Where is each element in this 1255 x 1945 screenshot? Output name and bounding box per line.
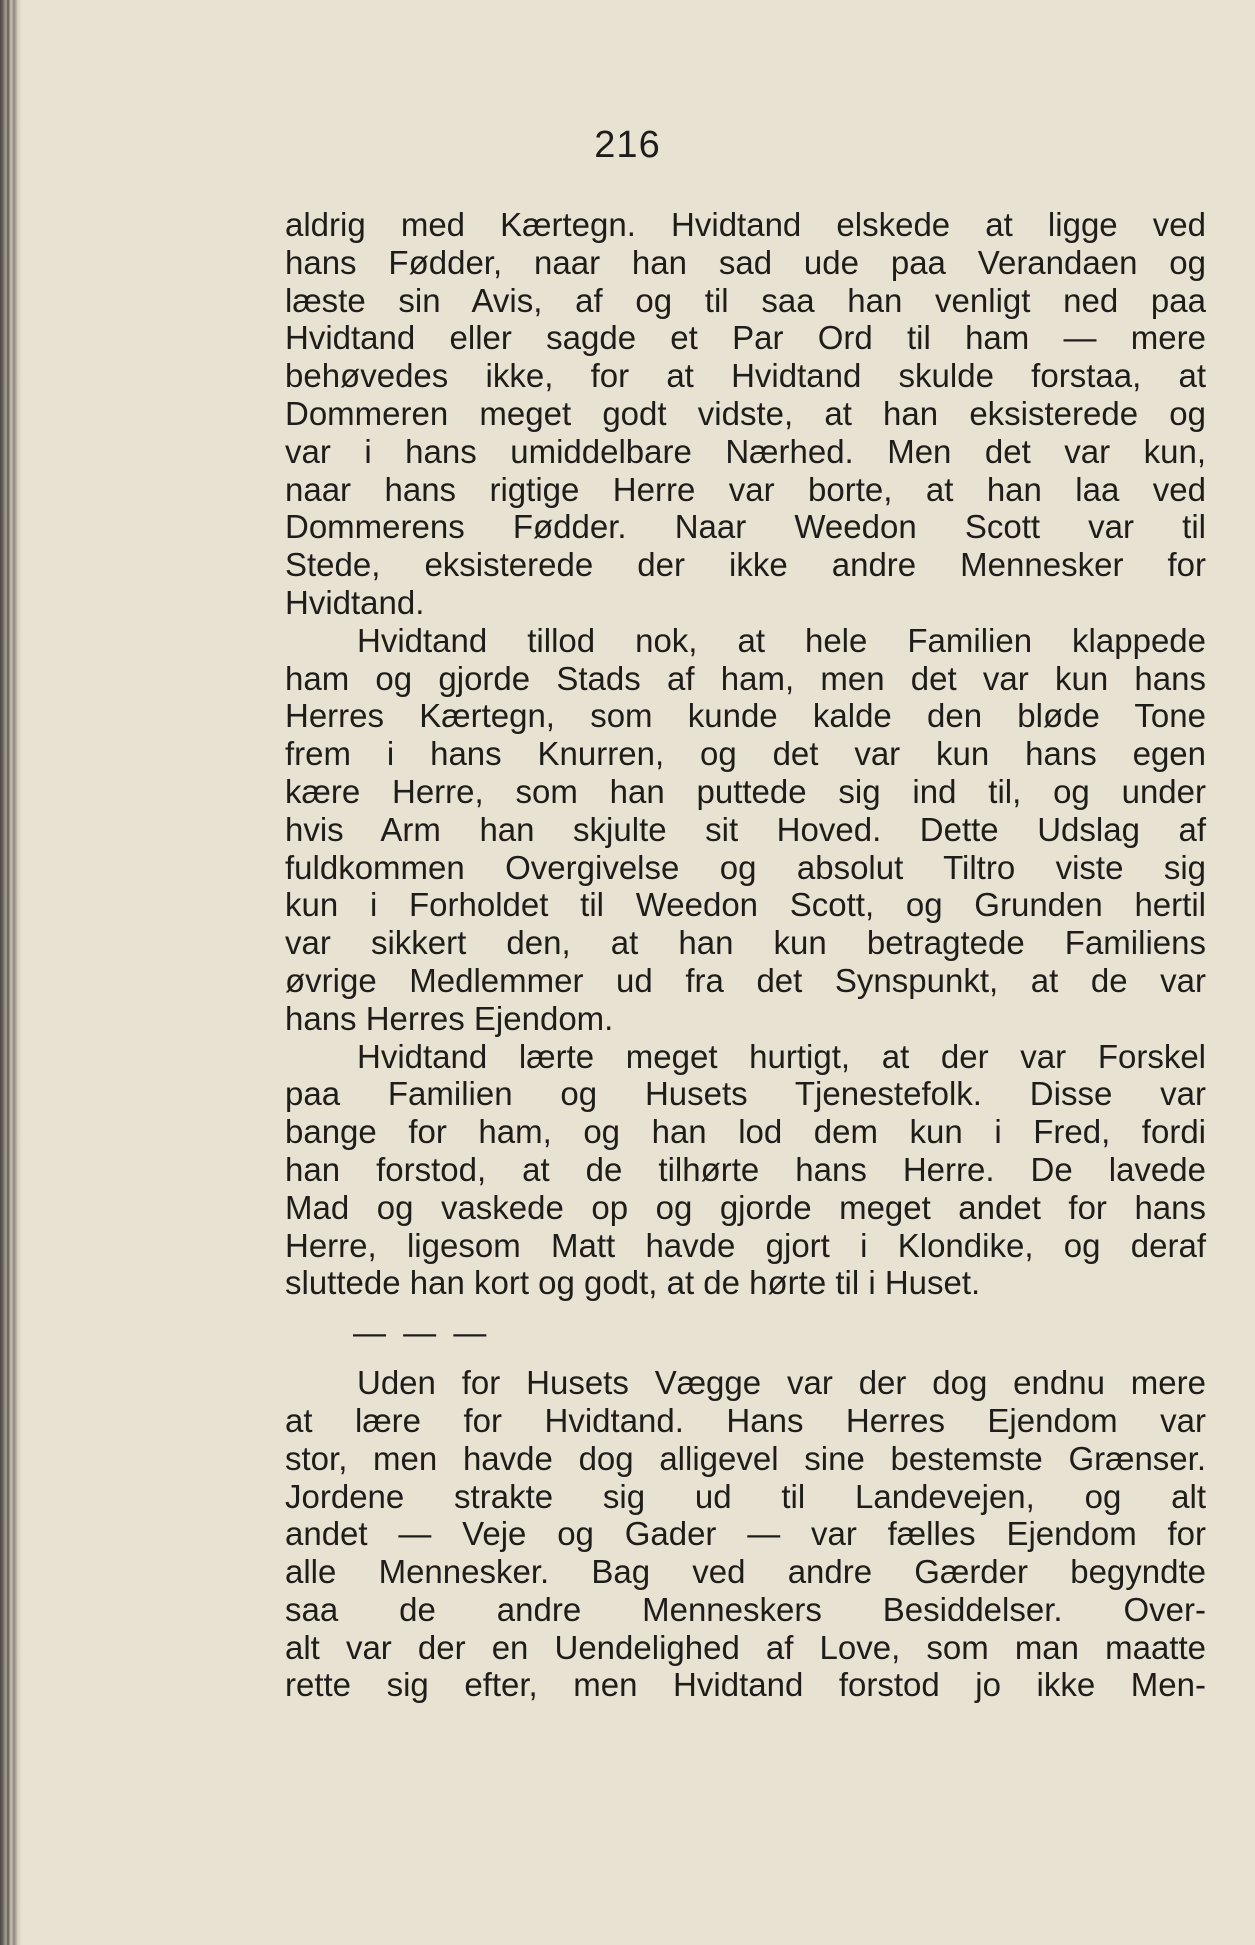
text-line: kære Herre, som han puttede sig ind til, og under	[285, 772, 1206, 810]
text-line: Uden for Husets Vægge var der dog endnu mere	[357, 1364, 1206, 1402]
text-line: Stede, eksisterede der ikke andre Mennesker for	[285, 546, 1206, 584]
text-line: hvis Arm han skjulte sit Hoved. Dette Udslag af	[285, 810, 1206, 848]
text-line: Hvidtand.	[285, 583, 425, 621]
text-line: Hvidtand eller sagde et Par Ord til ham — mere	[285, 319, 1206, 357]
text-line: hans Herres Ejendom.	[285, 999, 614, 1037]
text-line: Dommeren meget godt vidste, at han eksisterede og	[285, 394, 1206, 432]
text-line: Herres Kærtegn, som kunde kalde den bløde Tone	[285, 697, 1206, 735]
text-line: fuldkommen Overgivelse og absolut Tiltro viste sig	[285, 848, 1206, 886]
text-line: ham og gjorde Stads af ham, men det var kun hans	[285, 659, 1206, 697]
text-line: var i hans umiddelbare Nærhed. Men det var kun,	[285, 432, 1206, 470]
text-line: læste sin Avis, af og til saa han venligt ned paa	[285, 281, 1206, 319]
text-line: han forstod, at de tilhørte hans Herre. De lavede	[285, 1150, 1206, 1188]
text-line: behøvedes ikke, for at Hvidtand skulde forstaa, at	[285, 357, 1206, 395]
text-line: stor, men havde dog alligevel sine bestemste Grænser.	[285, 1439, 1206, 1477]
page-number: 216	[594, 124, 661, 166]
text-line: øvrige Medlemmer ud fra det Synspunkt, at de var	[285, 961, 1206, 999]
section-separator: — — —	[353, 1314, 491, 1352]
text-line: Mad og vaskede op og gjorde meget andet for hans	[285, 1188, 1206, 1226]
text-line: Herre, ligesom Matt havde gjort i Klondike, og deraf	[285, 1226, 1206, 1264]
text-line: alle Mennesker. Bag ved andre Gærder begyndte	[285, 1553, 1206, 1591]
text-line: aldrig med Kærtegn. Hvidtand elskede at ligge ved	[285, 206, 1206, 243]
text-line: andet — Veje og Gader — var fælles Ejendom for	[285, 1515, 1206, 1553]
text-line: alt var der en Uendelighed af Love, som man maatte	[285, 1628, 1206, 1666]
text-section-after-break	[285, 1364, 1206, 1704]
text-line: kun i Forholdet til Weedon Scott, og Grunden hertil	[285, 886, 1206, 924]
text-line: Hvidtand lærte meget hurtigt, at der var Forskel	[357, 1037, 1206, 1075]
text-line: hans Fødder, naar han sad ude paa Verandaen og	[285, 243, 1206, 281]
text-line: saa de andre Menneskers Besiddelser. Over-	[285, 1590, 1206, 1628]
text-line: sluttede han kort og godt, at de hørte til i Huset.	[285, 1264, 981, 1302]
text-section-before-break	[285, 206, 1206, 1302]
body-text	[285, 206, 1206, 1704]
text-line: bange for ham, og han lod dem kun i Fred, fordi	[285, 1113, 1206, 1151]
text-line: rette sig efter, men Hvidtand forstod jo ikke Men-	[285, 1666, 1206, 1704]
text-line: naar hans rigtige Herre var borte, at han laa ved	[285, 470, 1206, 508]
text-line: frem i hans Knurren, og det var kun hans egen	[285, 735, 1206, 773]
text-line: at lære for Hvidtand. Hans Herres Ejendom var	[285, 1401, 1206, 1439]
text-line: paa Familien og Husets Tjenestefolk. Disse var	[285, 1075, 1206, 1113]
page-gutter	[0, 0, 22, 1945]
text-line: var sikkert den, at han kun betragtede Familiens	[285, 924, 1206, 962]
text-line: Jordene strakte sig ud til Landevejen, og alt	[285, 1477, 1206, 1515]
text-line: Dommerens Fødder. Naar Weedon Scott var til	[285, 508, 1206, 546]
text-line: Hvidtand tillod nok, at hele Familien klappede	[357, 621, 1206, 659]
